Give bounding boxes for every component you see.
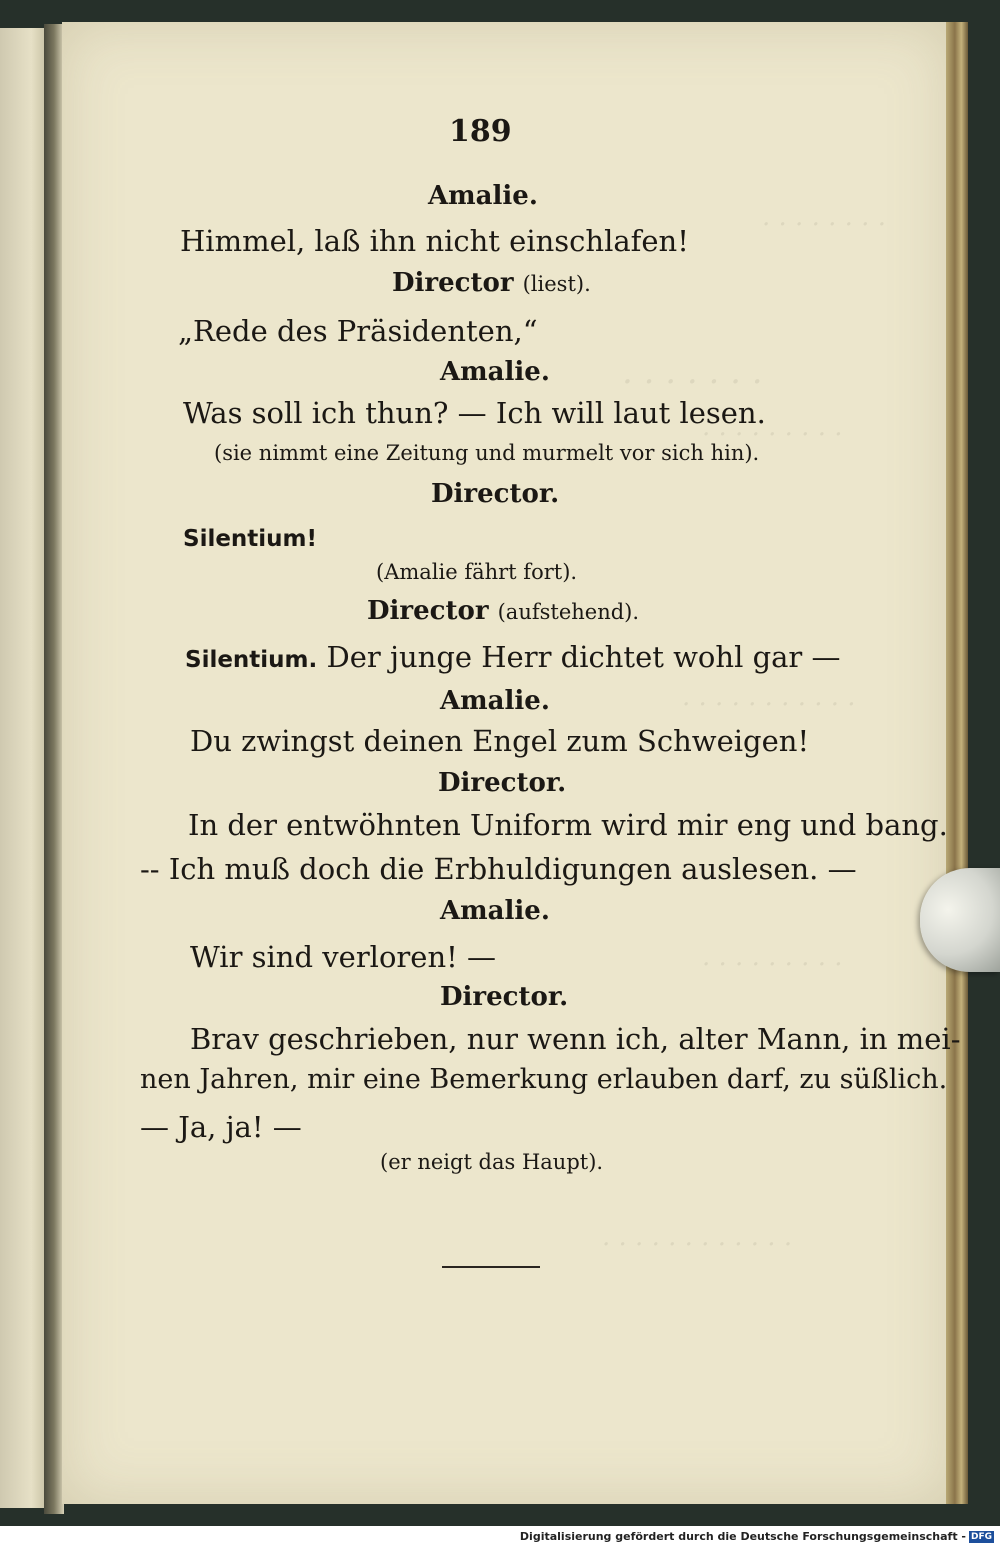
speaker-name: Amalie.	[440, 686, 550, 716]
speech-line: Brav geschrieben, nur wenn ich, alter Mann, in mei-	[190, 1022, 961, 1056]
speech-line: Du zwingst deinen Engel zum Schweigen!	[190, 724, 810, 758]
speech-line: In der entwöhnten Uniform wird mir eng und bang.	[188, 808, 948, 842]
show-through-text: . . . . . . . . .	[702, 412, 843, 442]
speech-line	[185, 640, 841, 674]
speaker-name: Director.	[440, 982, 569, 1012]
speaker-name: Amalie.	[440, 896, 550, 926]
dfg-logo: DFG	[970, 1532, 992, 1542]
speech-line: „Rede des Präsidenten,“	[178, 314, 538, 348]
speech-text: Der junge Herr dichtet wohl gar —	[326, 640, 841, 674]
speaker-name: Director.	[438, 768, 567, 798]
digitization-credit	[520, 1530, 994, 1543]
show-through-text: . . . . . . .	[622, 352, 763, 392]
credit-text: Digitalisierung gefördert durch die Deutsche Forschungsgemeinschaft -	[519, 1530, 966, 1543]
speaker-label: Director	[392, 268, 514, 298]
speech-line: Was soll ich thun? — Ich will laut lesen.	[183, 396, 766, 430]
speaker-name	[392, 268, 591, 298]
speech-line: nen Jahren, mir eine Bemerkung erlauben darf, zu süßlich.	[140, 1064, 948, 1095]
show-through-text: . . . . . . . . . . .	[682, 682, 856, 712]
show-through-text: . . . . . . . .	[762, 202, 886, 232]
section-rule	[442, 1266, 540, 1268]
speech-line: Silentium!	[183, 526, 318, 552]
speaker-name	[367, 596, 639, 626]
stage-direction: (Amalie fährt fort).	[376, 560, 578, 584]
stage-direction: (er neigt das Haupt).	[380, 1150, 604, 1174]
show-through-text: . . . . . . . . .	[702, 942, 843, 972]
speaker-name: Amalie.	[440, 357, 550, 387]
speaker-name: Amalie.	[428, 181, 538, 211]
page-number: 189	[449, 114, 512, 149]
stage-direction: (aufstehend).	[497, 600, 640, 624]
page-fore-edge	[946, 22, 968, 1504]
show-through-text: . . . . . . . . . . . .	[602, 1222, 793, 1252]
speech-line: Himmel, laß ihn nicht einschlafen!	[180, 224, 689, 258]
speech-line: -- Ich muß doch die Erbhuldigungen auslesen. —	[140, 852, 857, 886]
speaker-label: Director	[367, 596, 489, 626]
stage-direction: (sie nimmt eine Zeitung und murmelt vor sich hin).	[214, 441, 760, 465]
speaker-name: Director.	[431, 479, 560, 509]
latin-word: Silentium.	[185, 647, 318, 673]
speech-line: Wir sind verloren! —	[190, 940, 496, 974]
book-gutter	[44, 24, 64, 1514]
speech-line: — Ja, ja! —	[140, 1110, 302, 1144]
stage-direction: (liest).	[522, 272, 591, 296]
